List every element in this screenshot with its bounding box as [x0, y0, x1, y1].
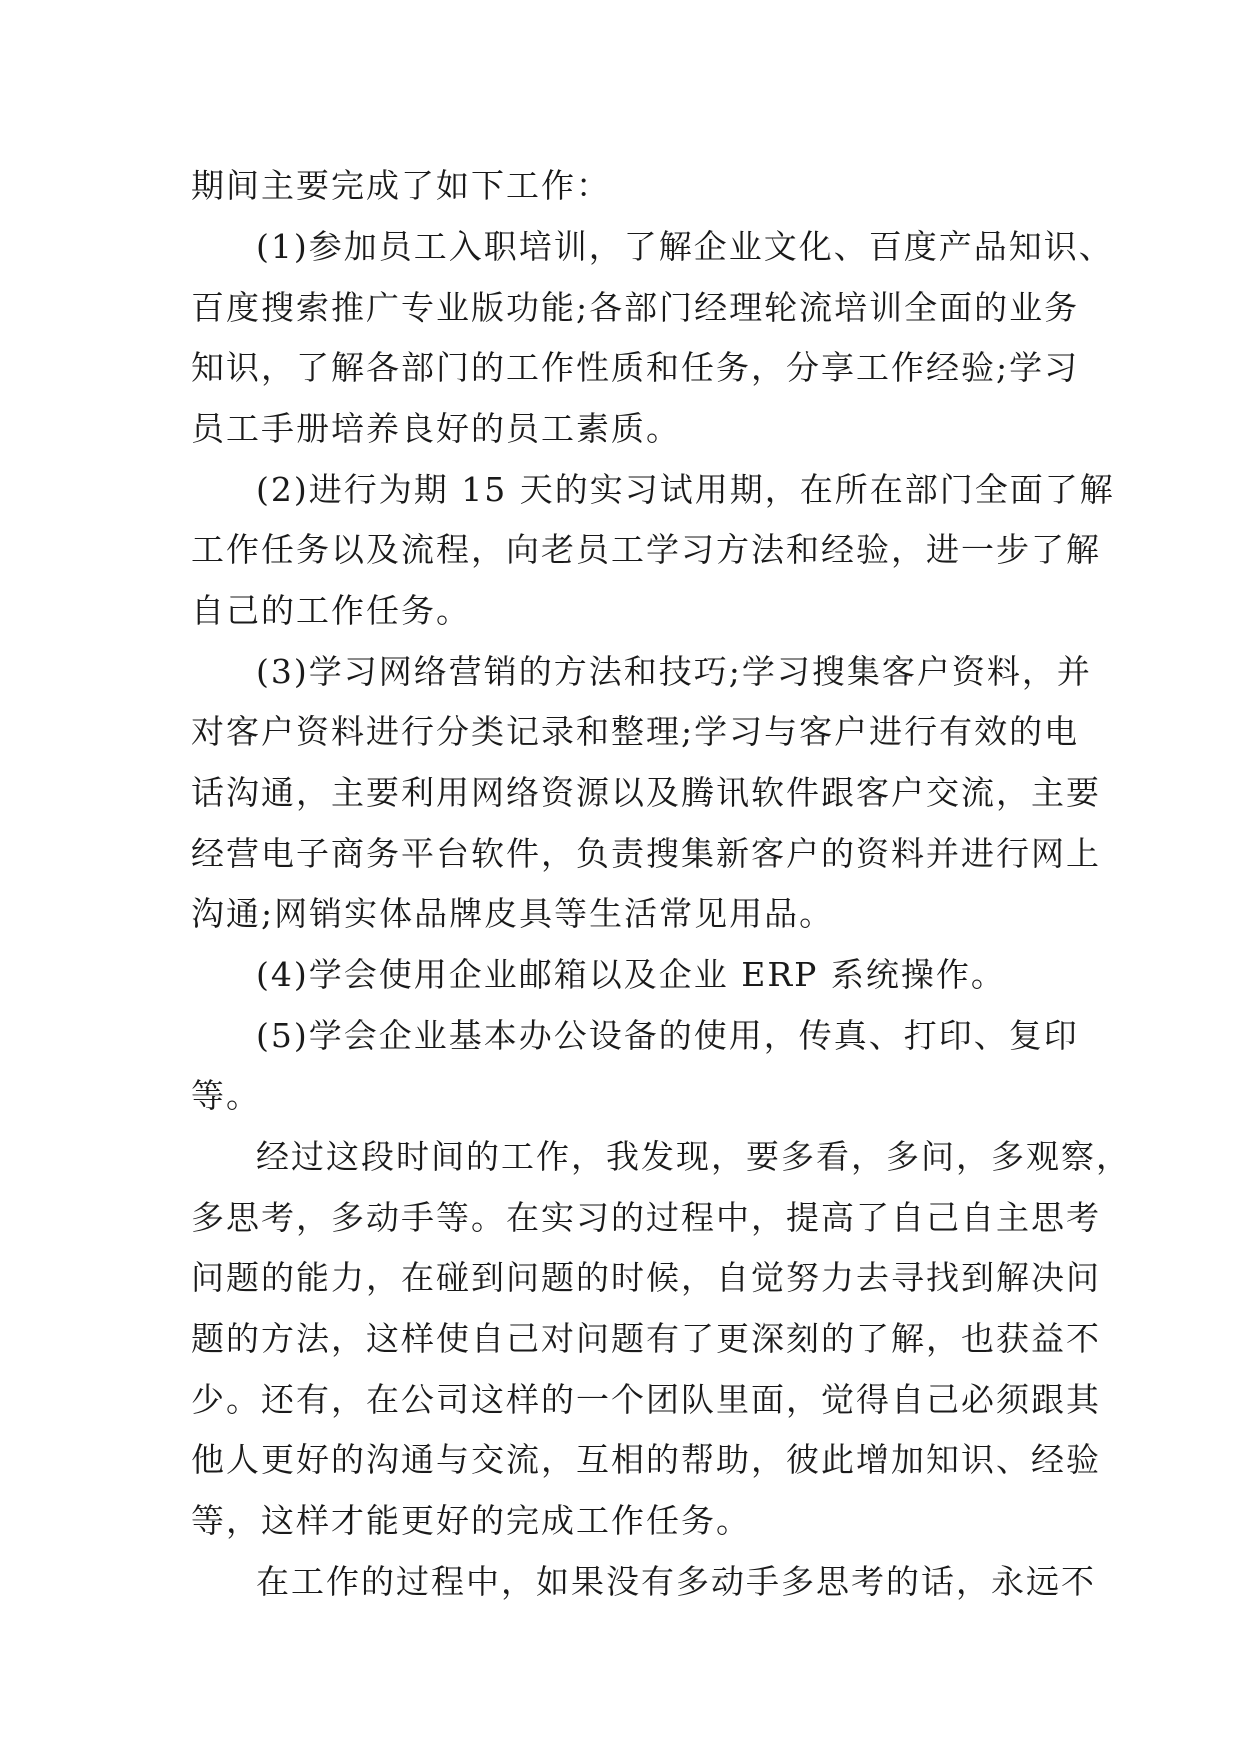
text-line: 等。	[191, 1076, 261, 1115]
text-line: 沟通;网销实体品牌皮具等生活常见用品。	[191, 894, 835, 933]
text-line: (3)学习网络营销的方法和技巧;学习搜集客户资料，并	[256, 652, 1092, 691]
text-line: 题的方法，这样使自己对问题有了更深刻的了解，也获益不	[191, 1319, 1101, 1358]
text-line: 百度搜索推广专业版功能;各部门经理轮流培训全面的业务	[191, 288, 1080, 327]
text-line: 话沟通，主要利用网络资源以及腾讯软件跟客户交流，主要	[191, 773, 1101, 812]
text-line: 在工作的过程中，如果没有多动手多思考的话，永远不	[256, 1562, 1096, 1601]
text-line: 对客户资料进行分类记录和整理;学习与客户进行有效的电	[191, 712, 1080, 751]
text-line: 期间主要完成了如下工作：	[191, 166, 611, 205]
text-line: (4)学会使用企业邮箱以及企业 ERP 系统操作。	[256, 955, 1006, 994]
text-line: 问题的能力，在碰到问题的时候，自觉努力去寻找到解决问	[191, 1258, 1101, 1297]
text-line: 自己的工作任务。	[191, 591, 471, 630]
text-line: 员工手册培养良好的员工素质。	[191, 409, 681, 448]
text-line: (5)学会企业基本办公设备的使用，传真、打印、复印	[256, 1016, 1079, 1055]
text-line: 少。还有，在公司这样的一个团队里面，觉得自己必须跟其	[191, 1380, 1101, 1419]
text-line: (1)参加员工入职培训，了解企业文化、百度产品知识、	[256, 227, 1114, 266]
text-line: 经过这段时间的工作，我发现，要多看，多问，多观察，	[256, 1137, 1131, 1176]
text-line: 经营电子商务平台软件，负责搜集新客户的资料并进行网上	[191, 834, 1101, 873]
text-line: 知识，了解各部门的工作性质和任务，分享工作经验;学习	[191, 348, 1080, 387]
text-line: 他人更好的沟通与交流，互相的帮助，彼此增加知识、经验	[191, 1440, 1101, 1479]
text-line: (2)进行为期 15 天的实习试用期，在所在部门全面了解	[256, 470, 1115, 509]
text-line: 工作任务以及流程，向老员工学习方法和经验，进一步了解	[191, 530, 1101, 569]
text-line: 多思考，多动手等。在实习的过程中，提高了自己自主思考	[191, 1198, 1101, 1237]
text-line: 等，这样才能更好的完成工作任务。	[191, 1501, 751, 1540]
